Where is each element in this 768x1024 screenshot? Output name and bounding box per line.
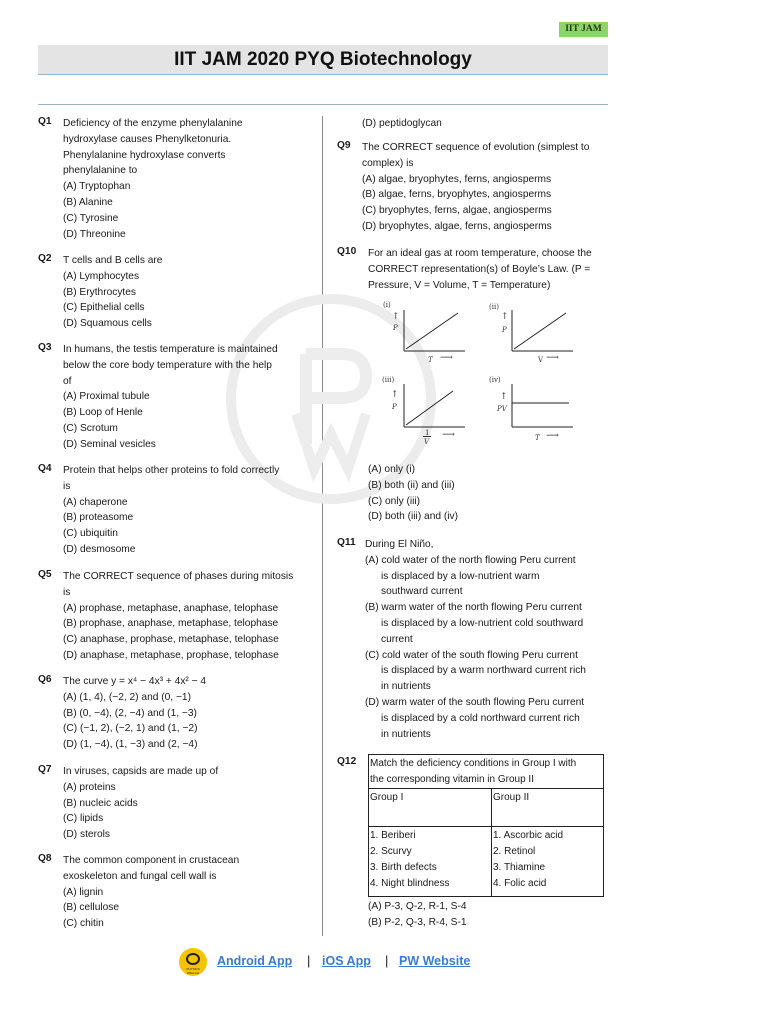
x-axis-label-numerator: 1	[425, 429, 430, 437]
y-axis-label: P	[392, 403, 397, 411]
y-axis-label: PV	[497, 405, 507, 413]
right-arrow-icon: ⟶	[442, 430, 455, 440]
page-title: IIT JAM 2020 PYQ Biotechnology	[174, 49, 472, 70]
y-axis-label: P	[502, 326, 507, 334]
up-arrow-icon: ↑	[392, 312, 400, 322]
question-number: Q1	[38, 116, 52, 127]
option: (C) ubiquitin	[63, 528, 118, 540]
option: (C) (−1, 2), (−2, 1) and (1, −2)	[63, 723, 198, 735]
question-number: Q5	[38, 569, 52, 580]
question-number: Q10	[337, 246, 357, 257]
question-number: Q8	[38, 853, 52, 864]
option: in nutrients	[381, 728, 431, 740]
option: (C) bryophytes, ferns, algae, angiosperms	[362, 205, 552, 217]
option: (C) cold water of the south flowing Peru current	[365, 649, 578, 661]
option: (A) only (i)	[368, 464, 415, 475]
table-row	[369, 827, 604, 897]
option: is displaced by a warm northward current rich	[381, 665, 586, 677]
option: (C) Scrotum	[63, 422, 118, 434]
option: (A) algae, bryophytes, ferns, angiosperms	[362, 173, 552, 185]
column-header: Group II	[492, 789, 604, 827]
option: (A) Proximal tubule	[63, 391, 150, 403]
x-axis-label: T	[535, 434, 540, 442]
question-text: is	[63, 480, 71, 492]
option: (B) cellulose	[63, 902, 120, 914]
question-text: complex) is	[362, 157, 414, 169]
question-text: below the core body temperature with the help	[63, 359, 272, 371]
option: (D) peptidoglycan	[362, 118, 442, 129]
graph-iv	[486, 374, 576, 449]
up-arrow-icon: ↑	[501, 312, 509, 322]
option: (A) cold water of the north flowing Peru current	[365, 554, 576, 566]
question-number: Q9	[337, 140, 351, 151]
option: (A) P-3, Q-2, R-1, S-4	[368, 901, 467, 912]
option: (B) algae, ferns, bryophytes, angiosperms	[362, 189, 552, 201]
option: (B) prophase, anaphase, metaphase, telophase	[63, 618, 279, 630]
option: in nutrients	[381, 681, 431, 693]
option: southward current	[381, 586, 463, 598]
list-item: 4. Night blindness	[370, 878, 450, 889]
fraction-bar	[423, 436, 431, 437]
logo-text: PHYSICS WALLAH	[186, 967, 200, 975]
question-number: Q12	[337, 756, 357, 767]
list-item: 1. Beriberi	[370, 830, 416, 841]
x-axis-label: T	[428, 356, 433, 364]
graph-plot	[511, 384, 573, 428]
exam-tag: IIT JAM	[559, 22, 608, 37]
option: (A) proteins	[63, 781, 116, 793]
physics-wallah-logo	[179, 948, 207, 976]
option: (D) bryophytes, algae, ferns, angiosperms	[362, 220, 552, 232]
table-row	[369, 755, 604, 789]
graph-ii	[486, 300, 576, 370]
header-rule	[38, 104, 608, 105]
question-text: is	[63, 586, 71, 598]
table-prompt	[369, 755, 604, 789]
question-text: In humans, the testis temperature is maintained	[63, 344, 278, 355]
option: (D) desmosome	[63, 543, 136, 555]
column-divider	[322, 116, 323, 936]
question-number: Q6	[38, 674, 52, 685]
question-text: The curve y = x⁴ − 4x³ + 4x² − 4	[63, 676, 207, 687]
graph-tag: (i)	[383, 301, 391, 309]
option: (C) anaphase, prophase, metaphase, telophase	[63, 634, 279, 646]
right-arrow-icon: ⟶	[440, 353, 453, 363]
option: (D) Squamous cells	[63, 318, 152, 330]
option: (A) prophase, metaphase, anaphase, telophase	[63, 602, 279, 614]
option: (C) lipids	[63, 813, 104, 825]
graph-plot	[403, 384, 465, 428]
option: (B) P-2, Q-3, R-4, S-1	[368, 916, 467, 928]
option: (D) both (iii) and (iv)	[368, 511, 459, 523]
graph-iii	[378, 374, 468, 454]
option: (C) Tyrosine	[63, 212, 119, 224]
up-arrow-icon: ↑	[391, 390, 399, 400]
option: (B) Erythrocytes	[63, 286, 137, 298]
question-number: Q11	[337, 537, 356, 548]
graph-i	[378, 300, 468, 370]
graph-tag: (iv)	[489, 376, 501, 384]
y-axis-label: P	[393, 324, 398, 332]
footer	[0, 948, 768, 976]
option: (D) (1, −4), (1, −3) and (2, −4)	[63, 739, 198, 751]
option: (D) warm water of the south flowing Peru current	[365, 696, 585, 708]
question-text: The common component in crustacean	[63, 855, 240, 866]
list-item: 4. Folic acid	[493, 878, 547, 889]
question-text: T cells and B cells are	[63, 255, 163, 266]
question-text: the corresponding vitamin in Group II	[370, 774, 534, 785]
option: (B) both (ii) and (iii)	[368, 479, 455, 491]
question-number: Q7	[38, 764, 52, 775]
question-text: The CORRECT sequence of evolution (simplest to	[362, 142, 590, 153]
column-header: Group I	[369, 789, 492, 827]
graph-tag: (iii)	[382, 376, 395, 384]
option: (D) Seminal vesicles	[63, 438, 156, 450]
question-text: of	[63, 375, 72, 387]
graph-plot	[403, 310, 465, 352]
option: (A) chaperone	[63, 496, 128, 508]
question-text: CORRECT representation(s) of Boyle’s Law. (P =	[368, 263, 591, 275]
option: (B) warm water of the north flowing Peru current	[365, 602, 582, 614]
option: (D) Threonine	[63, 228, 126, 240]
table-cell	[369, 827, 492, 897]
option: is displaced by a cold northward current rich	[381, 712, 580, 724]
x-axis-label-denominator: V	[424, 438, 430, 446]
option: (B) (0, −4), (2, −4) and (1, −3)	[63, 707, 197, 719]
right-arrow-icon: ⟶	[546, 431, 559, 441]
question-text: hydroxylase causes Phenylketonuria.	[63, 133, 232, 145]
question-text: Protein that helps other proteins to fold correctly	[63, 465, 280, 476]
question-text: Phenylalanine hydroxylase converts	[63, 149, 226, 161]
list-item: 3. Thiamine	[493, 862, 546, 873]
question-number: Q4	[38, 463, 52, 474]
question-text: The CORRECT sequence of phases during mitosis	[63, 571, 294, 582]
ios-app-link[interactable]: iOS App	[322, 954, 371, 968]
option: (A) Tryptophan	[63, 181, 131, 193]
option: (B) proteasome	[63, 512, 134, 524]
option: (D) anaphase, metaphase, prophase, telophase	[63, 649, 279, 661]
right-arrow-icon: ⟶	[546, 353, 559, 363]
x-axis-label: V	[538, 356, 544, 364]
separator: |	[307, 953, 311, 968]
option: (C) chitin	[63, 918, 104, 930]
separator: |	[385, 953, 389, 968]
question-text: Match the deficiency conditions in Group I with	[370, 758, 577, 769]
list-item: 1. Ascorbic acid	[493, 830, 564, 841]
option: (C) Epithelial cells	[63, 302, 145, 314]
question-text: Pressure, V = Volume, T = Temperature)	[368, 279, 551, 291]
question-text: During El Niño,	[365, 539, 434, 550]
android-app-link[interactable]: Android App	[217, 954, 293, 968]
option: (C) only (iii)	[368, 495, 421, 507]
list-item: 2. Retinol	[493, 846, 536, 857]
option: (B) Loop of Henle	[63, 407, 143, 419]
logo-ring-icon	[186, 953, 200, 965]
match-table	[368, 754, 604, 897]
question-text: In viruses, capsids are made up of	[63, 766, 219, 777]
question-text: Deficiency of the enzyme phenylalanine	[63, 118, 243, 129]
up-arrow-icon: ↑	[500, 392, 508, 402]
list-item: 2. Scurvy	[370, 846, 412, 857]
graph-plot	[511, 310, 573, 352]
option: (A) Lymphocytes	[63, 270, 140, 282]
question-number: Q3	[38, 342, 52, 353]
pw-website-link[interactable]: PW Website	[399, 954, 471, 968]
title-bar	[38, 45, 608, 75]
option: (D) sterols	[63, 829, 110, 841]
graph-tag: (ii)	[489, 303, 499, 311]
question-text: exoskeleton and fungal cell wall is	[63, 870, 217, 882]
option: is displaced by a low-nutrient cold southward	[381, 617, 584, 629]
option: (B) Alanine	[63, 196, 113, 208]
list-item: 3. Birth defects	[370, 862, 437, 873]
question-number: Q2	[38, 253, 52, 264]
option: current	[381, 633, 413, 645]
question-text: phenylalanine to	[63, 165, 138, 177]
table-cell	[492, 827, 604, 897]
option: (A) lignin	[63, 886, 104, 898]
question-text: For an ideal gas at room temperature, choose the	[368, 248, 592, 259]
option: is displaced by a low-nutrient warm	[381, 570, 540, 582]
option: (B) nucleic acids	[63, 797, 138, 809]
option: (A) (1, 4), (−2, 2) and (0, −1)	[63, 691, 191, 703]
table-row	[369, 789, 604, 827]
